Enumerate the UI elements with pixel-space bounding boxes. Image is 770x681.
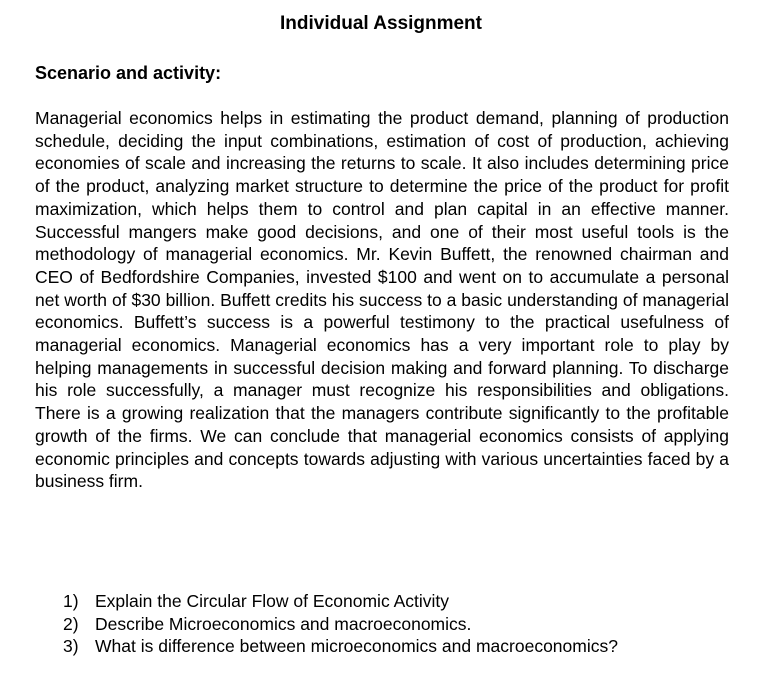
question-number: 1) (63, 591, 79, 611)
document-title: Individual Assignment (280, 13, 482, 34)
section-heading: Scenario and activity: (35, 63, 222, 83)
scenario-paragraph: Managerial economics helps in estimating the product demand, planning of production schedule, deciding the input combinations, estimation of cost of production, achieving economies of scale and increasing the returns to scale. It also includes determining price of the product, analyzing market structure to determine the price of the product for profit maximization, which helps them to control and plan capital in an effective manner. Successful mangers make good decisions, and one of their most useful tools is the methodology of managerial economics. Mr. Kevin Buffett, the renowned chairman and CEO of Bedfordshire Companies, invested $100 and went on to accumulate a personal net worth of $30 billion. Buffett credits his success to a basic understanding of managerial economics. Buffett’s success is a powerful testimony to the practical usefulness of managerial economics. Managerial economics has a very important role to play by helping managements in successful decision making and forward planning. To discharge his role successfully, a manager must recognize his responsibilities and obligations. There is a growing realization that the managers contribute significantly to the profitable growth of the firms. We can conclude that managerial economics consists of applying economic principles and concepts towards adjusting with various uncertainties faced by a business firm. (35, 108, 729, 492)
question-item (63, 590, 618, 613)
question-text: Describe Microeconomics and macroeconomics. (95, 613, 472, 634)
question-number: 3) (63, 636, 79, 656)
question-item (63, 613, 618, 636)
question-item (63, 635, 618, 658)
question-list (63, 590, 618, 658)
question-text: What is difference between microeconomics and macroeconomics? (95, 636, 618, 656)
question-number: 2) (63, 613, 79, 634)
question-text: Explain the Circular Flow of Economic Activity (95, 591, 450, 611)
